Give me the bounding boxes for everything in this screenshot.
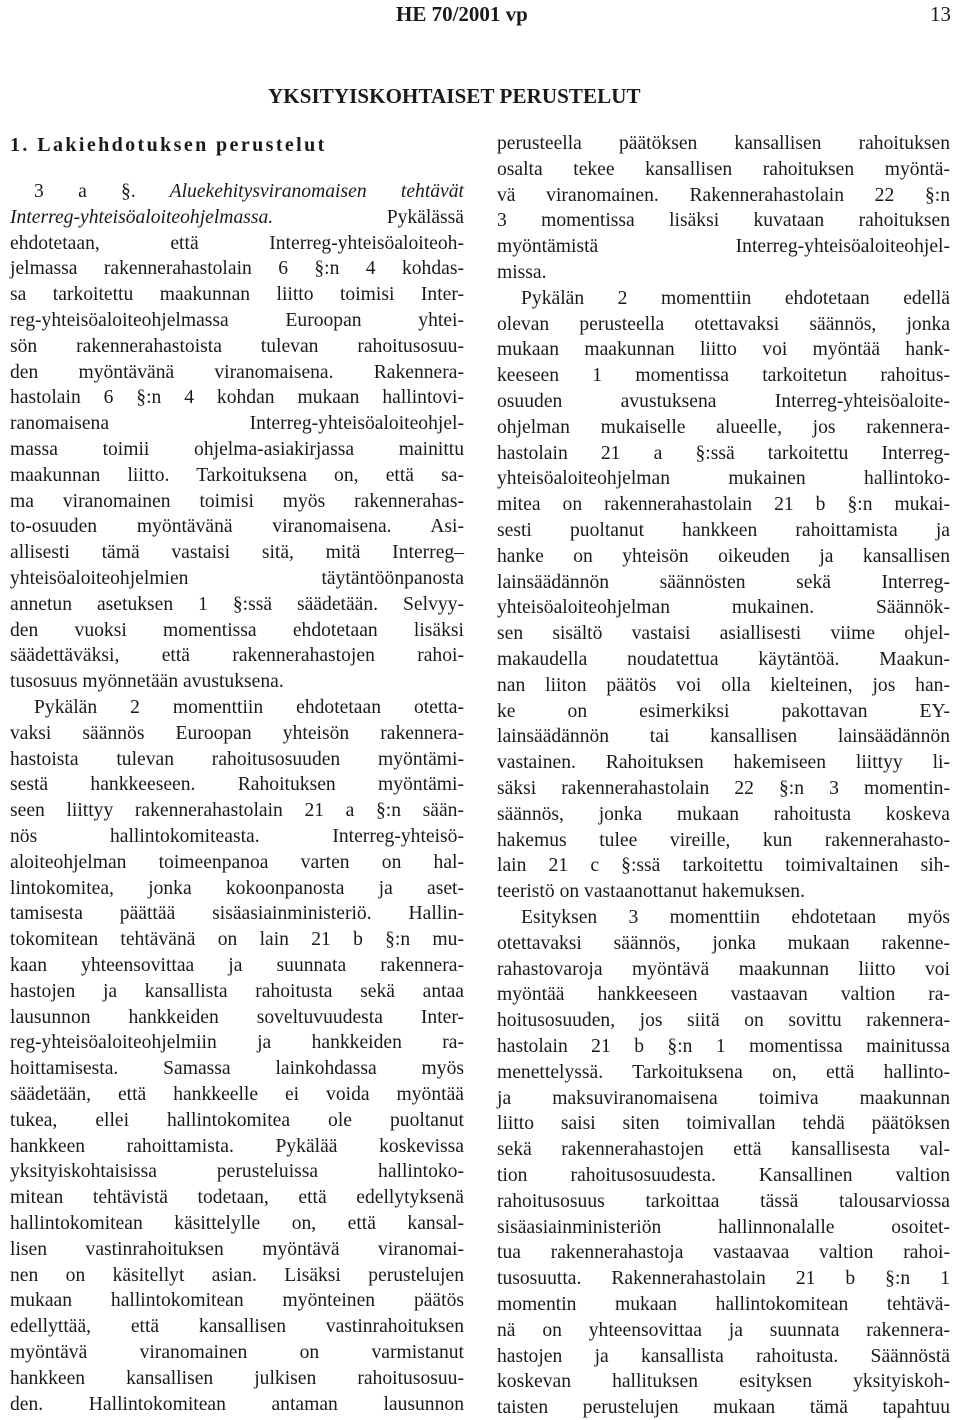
- text-line: sen sisältö vastaisi asiallisesti viime ohjel-: [497, 623, 950, 645]
- text-line: taisten perustelujen mukaan tämä tapahtuu: [497, 1397, 950, 1419]
- document-title: YKSITYISKOHTAISET PERUSTELUT: [268, 84, 641, 108]
- text-line: sisäasiainministeriön hallinnonalalle osoitet-: [497, 1216, 950, 1238]
- text-line: rahoitusosuus tarkoittaa tässä talousarviossa: [497, 1190, 950, 1212]
- text-line: den myöntävänä viranomaisena. Rakennera-: [10, 361, 464, 383]
- text-line: myöntää hankkeeseen vastaavan valtion ra-: [497, 984, 950, 1006]
- text-line: ohjelman mukaiselle alueelle, jos rakennera-: [497, 416, 950, 438]
- section-heading: 1. Lakiehdotuksen perustelut: [10, 134, 327, 156]
- text-line: makaudella noudatettua käytäntöä. Maakun-: [497, 649, 950, 670]
- text-line: hastoista tulevan rahoitusosuuden myöntämi-: [10, 748, 464, 770]
- text-line: olevan perusteella otettavaksi säännös, jonka: [497, 313, 950, 335]
- text-line: tukea, ellei hallintokomitea ole puoltanut: [10, 1109, 464, 1131]
- text-line: Esityksen 3 momenttiin ehdotetaan myös: [521, 907, 950, 928]
- text-line: missa.: [497, 262, 547, 283]
- text-line: hastolain 21 a §:ssä tarkoitettu Interreg-: [497, 442, 950, 464]
- text-line: vastainen. Rahoituksen hakemiseen liittyy li-: [497, 752, 950, 774]
- text-line: yhteisöaloiteohjelman mukainen hallintoko-: [497, 468, 950, 490]
- text-line: ehdotetaan, että Interreg-yhteisöaloiteoh-: [10, 232, 464, 254]
- text-line: lintokomitea, jonka kokoonpanosta ja aset-: [10, 877, 464, 899]
- text-line: vaksi säännös Euroopan yhteisön rakennera-: [10, 722, 464, 744]
- text-line: osuuden avustuksena Interreg-yhteisöaloite-: [497, 391, 950, 412]
- text-line: mukaan hallintokomitean myönteinen päätös: [10, 1290, 464, 1312]
- text-line: hastojen ja kansallista rahoitusta sekä antaa: [10, 980, 464, 1002]
- text-line: ja maksuviranomaisena toimiva maakunnan: [497, 1087, 950, 1109]
- text-line: tamisesta päättää sisäasiainministeriö. Hallin-: [10, 903, 464, 925]
- text-line: Pykälän 2 momenttiin ehdotetaan edellä: [521, 287, 950, 309]
- text-line: nan liiton päätös voi olla kielteinen, jos han-: [497, 674, 950, 696]
- text-line: maakunnan liitto. Tarkoituksena on, että sa-: [10, 464, 464, 486]
- text-line: hastolain 6 §:n 4 kohdan mukaan hallintovi-: [10, 387, 464, 409]
- text-line: hoitusosuuden, jos siitä on sovittu rakennera-: [497, 1010, 950, 1032]
- page-number: 13: [930, 2, 951, 26]
- text-line: mitea on rakennerahastolain 21 b §:n mukai-: [497, 494, 950, 516]
- text-line: lainsäädännön säännösten sekä Interreg-: [497, 571, 950, 593]
- text-line: lausunnon hankkeiden soveltuvuudesta Inter-: [10, 1006, 464, 1028]
- text-line: liitto saisi siten toimivallan tehdä päätöksen: [497, 1113, 950, 1135]
- text-line: ranomaisena Interreg-yhteisöaloiteohjel-: [10, 413, 464, 435]
- text-line: säännös, jonka mukaan rahoitusta koskeva: [497, 803, 950, 825]
- text-line: hankkeen rahoittamista. Pykälää koskevissa: [10, 1135, 464, 1157]
- text-line: perusteella päätöksen kansallisen rahoituksen: [497, 133, 950, 154]
- text-line: den vuoksi momentissa ehdotetaan lisäksi: [10, 619, 464, 641]
- text-line: kaan yhteensovittaa ja suunnata rakennera-: [10, 955, 464, 976]
- text-line: säädettäväksi, että rakennerahastojen rahoi-: [10, 645, 464, 667]
- text-line: Pykälän 2 momenttiin ehdotetaan otetta-: [34, 697, 464, 718]
- text-line: tion rahoitusosuudesta. Kansallinen valtion: [497, 1165, 950, 1186]
- text-line: keeseen 1 momentissa tarkoitetun rahoitus-: [497, 365, 950, 387]
- text-line: tua rakennerahastoja vastaavaa valtion rahoi-: [497, 1242, 950, 1264]
- text-line: yhteisöaloiteohjelmien täytäntöönpanosta: [10, 568, 464, 589]
- text-line: mitean tehtävistä todetaan, että edellytyksenä: [10, 1187, 464, 1209]
- text-line: to-osuuden myöntävänä viranomaisena. Asi-: [10, 516, 464, 538]
- text-line: sön rakennerahastoista tulevan rahoitusosuu-: [10, 335, 464, 357]
- text-line: ma viranomainen toimisi myös rakennerahas-: [10, 490, 464, 512]
- text-line: hankkeen kansallisen julkisen rahoitusosuu-: [10, 1367, 464, 1389]
- text-line: sesti puoltanut hankkeen rahoittamista ja: [497, 520, 950, 541]
- text-line: myöntämistä Interreg-yhteisöaloiteohjel-: [497, 236, 950, 258]
- text-line: hakemus tulee vireille, kun rakennerahasto-: [497, 829, 950, 851]
- text-line: Interreg-yhteisöaloiteohjelmassa. Pykälässä: [10, 206, 464, 228]
- text-line: osalta tekee kansallisen rahoituksen myöntä-: [497, 158, 950, 180]
- text-line: seen liittyy rakennerahastolain 21 a §:n sään-: [10, 800, 464, 822]
- text-line: hastolain 21 b §:n 1 momentissa mainitussa: [497, 1036, 950, 1057]
- text-line: yhteisöaloiteohjelman mukainen. Säännök-: [497, 597, 950, 619]
- text-line: allisesti tämä vastaisi sitä, mitä Interreg–: [10, 542, 464, 564]
- text-line: tokomitean tehtävänä on lain 21 b §:n mu-: [10, 929, 464, 951]
- text-line: hanke on yhteisön oikeuden ja kansallisen: [497, 545, 950, 567]
- text-line: lisen vastinrahoituksen myöntävä viranomai-: [10, 1238, 464, 1260]
- text-line: myöntävä viranomainen on varmistanut: [10, 1342, 464, 1363]
- text-line: massa toimii ohjelma-asiakirjassa mainittu: [10, 439, 464, 460]
- text-line: otettavaksi säännös, jonka mukaan rakenne-: [497, 932, 950, 954]
- text-line: koskevan hallituksen esityksen yksityiskoh-: [497, 1371, 950, 1393]
- text-line: yksityiskohtaisissa perusteluissa hallintoko-: [10, 1161, 464, 1183]
- text-line: 3 a §. Aluekehitysviranomaisen tehtävät: [34, 181, 464, 202]
- document-id: HE 70/2001 vp: [396, 2, 528, 26]
- text-line: lainsäädännön tai kansallisen lainsäädännön: [497, 726, 950, 748]
- text-line: menettelyssä. Tarkoituksena on, että hallinto-: [497, 1061, 950, 1083]
- text-line: 3 momentissa lisäksi kuvataan rahoituksen: [497, 210, 950, 232]
- text-line: ke on esimerkiksi pakottavan EY-: [497, 700, 950, 722]
- text-line: mukaan maakunnan liitto voi myöntää hank-: [497, 339, 950, 361]
- text-line: rahastovaroja myöntävä maakunnan liitto voi: [497, 958, 950, 980]
- text-line: hastojen ja kansallista rahoitusta. Säännöstä: [497, 1345, 950, 1367]
- text-line: vä viranomainen. Rakennerahastolain 22 §:n: [497, 184, 950, 206]
- text-line: teeristö on vastaanottanut hakemuksen.: [497, 881, 805, 903]
- text-line: momentin mukaan hallintokomitean tehtävä-: [497, 1294, 950, 1315]
- text-line: reg-yhteisöaloiteohjelmiin ja hankkeiden ra-: [10, 1032, 464, 1054]
- text-line: hoittamisesta. Samassa lainkohdassa myös: [10, 1058, 464, 1080]
- text-line: reg-yhteisöaloiteohjelmassa Euroopan yhtei-: [10, 310, 464, 331]
- text-line: tusosuus myönnetään avustuksena.: [10, 671, 284, 693]
- text-line: tusosuutta. Rakennerahastolain 21 b §:n 1: [497, 1268, 950, 1290]
- text-line: lain 21 c §:ssä tarkoitettu toimivaltainen sih-: [497, 855, 950, 877]
- text-line: den. Hallintokomitean antaman lausunnon: [10, 1393, 464, 1415]
- text-line: nen on käsitellyt asian. Lisäksi perustelujen: [10, 1264, 464, 1286]
- text-line: annetun asetuksen 1 §:ssä säädetään. Selvyy-: [10, 593, 464, 615]
- text-line: edellyttää, että kansallisen vastinrahoituksen: [10, 1316, 464, 1338]
- text-line: jelmassa rakennerahastolain 6 §:n 4 kohdas-: [10, 258, 464, 280]
- text-line: hallintokomitean käsittelylle on, että kansal-: [10, 1213, 464, 1234]
- text-line: aloiteohjelman toimeenpanoa varten on hal-: [10, 851, 464, 873]
- text-line: säksi rakennerahastolain 22 §:n 3 momentin-: [497, 778, 950, 799]
- text-line: sestä hankkeeseen. Rahoituksen myöntämi-: [10, 774, 464, 796]
- text-line: säädetään, että hankkeelle ei voida myöntää: [10, 1084, 464, 1105]
- text-line: nös hallintokomiteasta. Interreg-yhteisö-: [10, 826, 464, 847]
- text-line: nä on yhteensovittaa ja suunnata rakennera-: [497, 1319, 950, 1341]
- text-line: sekä rakennerahastojen että kansallisesta val-: [497, 1139, 950, 1161]
- text-line: sa tarkoitettu maakunnan liitto toimisi Inter-: [10, 284, 464, 306]
